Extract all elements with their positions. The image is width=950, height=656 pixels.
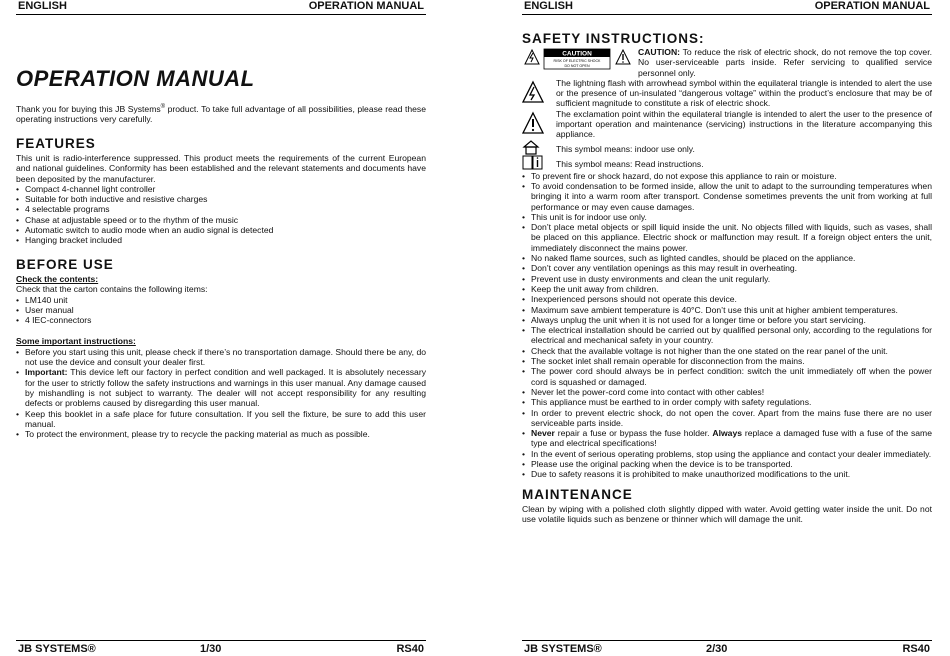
page-header xyxy=(16,0,426,15)
document-title: OPERATION MANUAL xyxy=(16,66,255,91)
exclamation-text: The exclamation point within the equilateral triangle is intended to alert the user to the presence of important operation and maintenance (servicing) instructions in the literature accompanying this appliance. xyxy=(556,108,932,140)
features-text: This unit is radio-interference suppressed. This product meets the requirements of the current European and national guidelines. Conformity has been established and the relevant statements and documents have been deposited by the manufacturer. xyxy=(16,153,426,184)
list-item: • The electrical installation should be carried out by qualified personal only, according to the regulations for electrical and mechanical safety in your country. xyxy=(522,325,932,346)
list-item: • Hanging bracket included xyxy=(16,235,426,245)
svg-text:CAUTION: CAUTION xyxy=(562,50,592,58)
list-item: • Inexperienced persons should not operate this device. xyxy=(522,294,932,304)
footer-page-number: 2/30 xyxy=(706,643,728,655)
features-list xyxy=(16,184,426,246)
svg-text:DO NOT OPEN: DO NOT OPEN xyxy=(564,64,590,68)
list-item: • To avoid condensation to be formed inside, allow the unit to adapt to the surrounding temperatures when bringing it into a warm room after transport. Condense sometimes prevents the unit from working at full performance or may even cause damages. xyxy=(522,181,932,212)
check-contents-text: Check that the carton contains the following items: xyxy=(16,284,208,295)
list-item: • Prevent use in dusty environments and clean the unit regularly. xyxy=(522,274,932,284)
list-item: • In order to prevent electric shock, do not open the cover. Apart from the mains fuse there are no user serviceable parts inside. xyxy=(522,408,932,429)
safety-section xyxy=(522,31,932,480)
footer-page-number: 1/30 xyxy=(200,643,222,655)
page-header xyxy=(522,0,932,15)
list-item: • Don’t cover any ventilation openings as this may result in overheating. xyxy=(522,263,932,273)
read-instructions-block xyxy=(522,158,932,171)
lightning-text: The lightning flash with arrowhead symbol within the equilateral triangle is intended to alert the use or the presence of un-insulated “dangerous voltage” within the product’s enclosure that may be of sufficient magnitude to constitute a risk of electric shock. xyxy=(556,77,932,109)
page-footer xyxy=(522,640,932,655)
safety-heading: SAFETY INSTRUCTIONS: xyxy=(522,31,705,46)
page-footer xyxy=(16,640,426,655)
list-item: • Never repair a fuse or bypass the fuse holder. Always replace a damaged fuse with a fuse of the same type and electrical specifications! xyxy=(522,428,932,449)
header-language: ENGLISH xyxy=(524,0,573,12)
list-item: • Keep the unit away from children. xyxy=(522,284,932,294)
important-instructions-title: Some important instructions: xyxy=(16,336,136,347)
intro xyxy=(16,102,426,124)
list-item: • Check that the available voltage is not higher than the one stated on the rear panel of the unit. xyxy=(522,346,932,356)
intro-text: Thank you for buying this JB Systems® product. To take full advantage of all possibilities, please read these operating instructions very carefully. xyxy=(16,103,426,125)
list-item: • Chase at adjustable speed or to the rhythm of the music xyxy=(16,215,426,225)
list-item: • The socket inlet shall remain operable for disconnection from the mains. xyxy=(522,356,932,366)
lightning-symbol-block xyxy=(522,78,932,109)
before-use-heading: BEFORE USE xyxy=(16,257,114,272)
list-item: • This unit is for indoor use only. xyxy=(522,212,932,222)
list-item: • Suitable for both inductive and resistive charges xyxy=(16,194,426,204)
maintenance-heading: MAINTENANCE xyxy=(522,487,633,502)
list-item: • Important: This device left our factory in perfect condition and well packaged. It is absolutely necessary for the user to strictly follow the safety instructions and warnings in this user manual. Any damage caused by mishandling is not subject to warranty. The dealer will not accept responsibility for any resulting defects or problems caused by disregarding this user manual. xyxy=(16,367,426,408)
caution-block xyxy=(522,47,932,78)
list-item: • Always unplug the unit when it is not used for a longer time or before you start servicing. xyxy=(522,315,932,325)
features-section xyxy=(16,136,426,246)
svg-text:RISK OF ELECTRIC SHOCK: RISK OF ELECTRIC SHOCK xyxy=(553,59,601,63)
footer-brand: JB SYSTEMS® xyxy=(524,643,602,655)
contents-list xyxy=(16,295,426,326)
list-item: • User manual xyxy=(16,305,426,315)
header-language: ENGLISH xyxy=(18,0,67,12)
list-item: • No naked flame sources, such as lighted candles, should be placed on the appliance. xyxy=(522,253,932,263)
maintenance-section xyxy=(522,487,932,525)
list-item: • Due to safety reasons it is prohibited to make unauthorized modifications to the unit. xyxy=(522,469,932,479)
header-title: OPERATION MANUAL xyxy=(814,0,930,12)
list-item: • Never let the power-cord come into contact with other cables! xyxy=(522,387,932,397)
features-heading: FEATURES xyxy=(16,136,96,151)
caution-label-icon xyxy=(524,48,634,74)
maintenance-text: Clean by wiping with a polished cloth slightly dipped with water. Avoid getting water inside the unit. Do not use volatile liquids such as benzene or thinner which will damage the unit. xyxy=(522,504,932,525)
list-item: • LM140 unit xyxy=(16,295,426,305)
lightning-triangle-icon xyxy=(522,80,544,106)
exclamation-symbol-block xyxy=(522,109,932,140)
list-item: • Automatic switch to audio mode when an audio signal is detected xyxy=(16,225,426,235)
page-left xyxy=(16,0,426,654)
footer-brand: JB SYSTEMS® xyxy=(18,643,96,655)
list-item: • Please use the original packing when the device is to be transported. xyxy=(522,459,932,469)
list-item: • To protect the environment, please try to recycle the packing material as much as possible. xyxy=(16,429,426,439)
safety-list xyxy=(522,171,932,480)
list-item: • This appliance must be earthed to in order comply with safety regulations. xyxy=(522,397,932,407)
instructions-list xyxy=(16,347,426,440)
list-item: • Maximum save ambient temperature is 40°C. Don’t use this unit at higher ambient temperatures. xyxy=(522,305,932,315)
page-right xyxy=(522,0,932,654)
read-instructions-text: This symbol means: Read instructions. xyxy=(556,158,704,169)
list-item: • 4 IEC-connectors xyxy=(16,315,426,325)
list-item: • In the event of serious operating problems, stop using the appliance and contact your dealer immediately. xyxy=(522,449,932,459)
list-item: • To prevent fire or shock hazard, do not expose this appliance to rain or moisture. xyxy=(522,171,932,181)
list-item: • Before you start using this unit, please check if there’s no transportation damage. Should there be any, do not use the device and consult your dealer first. xyxy=(16,347,426,368)
indoor-text: This symbol means: indoor use only. xyxy=(556,143,695,154)
caution-text: CAUTION: To reduce the risk of electric shock, do not remove the top cover. No user-serviceable parts inside. Refer servicing to qualified service personnel only. xyxy=(638,47,932,78)
before-use-section xyxy=(16,257,426,439)
list-item: • Keep this booklet in a safe place for future consultation. If you sell the fixture, be sure to add this user manual. xyxy=(16,409,426,430)
list-item: • 4 selectable programs xyxy=(16,204,426,214)
list-item: • Compact 4-channel light controller xyxy=(16,184,426,194)
footer-model: RS40 xyxy=(396,643,424,655)
exclamation-triangle-icon xyxy=(522,111,544,137)
indoor-symbol-block xyxy=(522,143,932,156)
footer-model: RS40 xyxy=(902,643,930,655)
check-contents-title: Check the contents: xyxy=(16,274,99,284)
list-item: • Don’t place metal objects or spill liquid inside the unit. No objects filled with liquids, such as vases, shall be placed on this appliance. Electric shock or malfunction may result. If a foreign object enters the unit, immediately disconnect the mains power. xyxy=(522,222,932,253)
list-item: • The power cord should always be in perfect condition: switch the unit immediately off when the power cord is squashed or damaged. xyxy=(522,366,932,387)
header-title: OPERATION MANUAL xyxy=(308,0,424,12)
